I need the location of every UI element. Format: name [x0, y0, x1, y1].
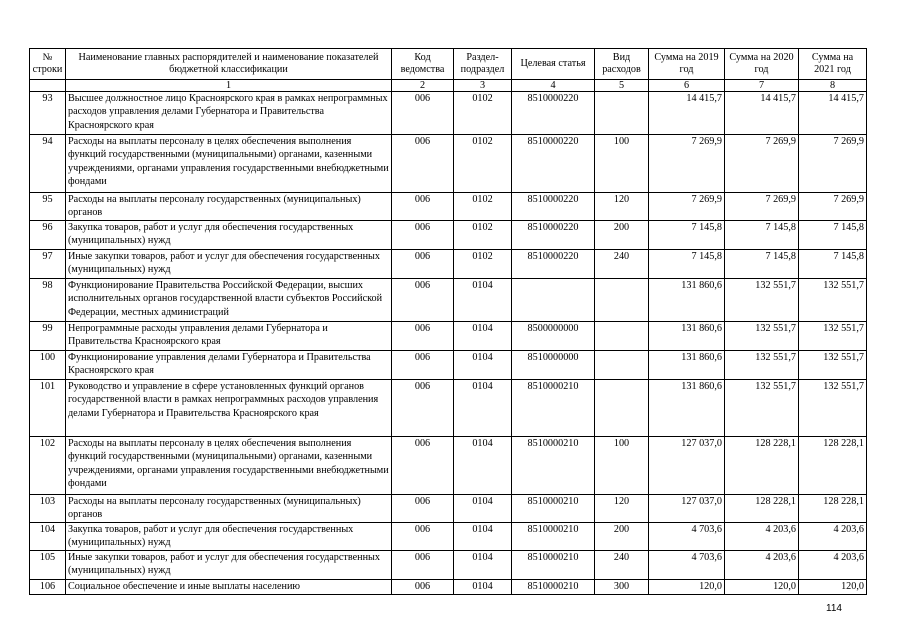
- row-name: Расходы на выплаты персоналу в целях обеспечения выполнения функций государственными (муниципальными) органами, казенными учреждениями, органами управления государственными внебюджетными фондами: [66, 135, 392, 193]
- row-expense-type: 100: [595, 135, 649, 193]
- row-sum-2020: 7 145,8: [725, 221, 799, 250]
- row-name: Иные закупки товаров, работ и услуг для обеспечения государственных (муниципальных) нужд: [66, 551, 392, 580]
- index-cell: 5: [595, 80, 649, 92]
- table-row: [30, 221, 867, 250]
- row-sum-2021: 7 145,8: [799, 250, 867, 279]
- table-row: [30, 437, 867, 495]
- row-sum-2021: 4 203,6: [799, 523, 867, 551]
- row-section: 0104: [454, 551, 512, 580]
- row-department-code: 006: [392, 437, 454, 495]
- row-target-article: 8510000220: [512, 193, 595, 221]
- header-code: Код ведомства: [392, 49, 454, 80]
- row-department-code: 006: [392, 221, 454, 250]
- row-sum-2021: 132 551,7: [799, 279, 867, 322]
- table-row: [30, 92, 867, 135]
- row-sum-2019: 131 860,6: [649, 380, 725, 437]
- row-sum-2019: 131 860,6: [649, 351, 725, 380]
- table-row: [30, 380, 867, 437]
- header-article: Целевая статья: [512, 49, 595, 80]
- row-number: 93: [30, 92, 66, 135]
- row-target-article: 8510000220: [512, 221, 595, 250]
- row-sum-2019: 7 145,8: [649, 250, 725, 279]
- table-row: [30, 580, 867, 595]
- budget-table: [29, 48, 867, 595]
- row-sum-2020: 132 551,7: [725, 351, 799, 380]
- row-name: Расходы на выплаты персоналу государственных (муниципальных) органов: [66, 495, 392, 523]
- row-sum-2019: 131 860,6: [649, 322, 725, 351]
- budget-sheet: [29, 48, 867, 595]
- header-type: Вид расходов: [595, 49, 649, 80]
- row-section: 0104: [454, 279, 512, 322]
- row-expense-type: [595, 351, 649, 380]
- row-expense-type: 240: [595, 551, 649, 580]
- row-sum-2020: 14 415,7: [725, 92, 799, 135]
- row-sum-2019: 7 269,9: [649, 193, 725, 221]
- row-sum-2021: 120,0: [799, 580, 867, 595]
- row-department-code: 006: [392, 135, 454, 193]
- row-name: Иные закупки товаров, работ и услуг для обеспечения государственных (муниципальных) нужд: [66, 250, 392, 279]
- index-cell: 8: [799, 80, 867, 92]
- row-expense-type: [595, 279, 649, 322]
- row-expense-type: 100: [595, 437, 649, 495]
- row-expense-type: 240: [595, 250, 649, 279]
- index-cell: 1: [66, 80, 392, 92]
- row-section: 0104: [454, 580, 512, 595]
- row-department-code: 006: [392, 551, 454, 580]
- row-department-code: 006: [392, 250, 454, 279]
- row-department-code: 006: [392, 580, 454, 595]
- row-number: 101: [30, 380, 66, 437]
- row-name: Расходы на выплаты персоналу государственных (муниципальных) органов: [66, 193, 392, 221]
- index-cell: 7: [725, 80, 799, 92]
- row-target-article: 8510000210: [512, 523, 595, 551]
- row-expense-type: 120: [595, 495, 649, 523]
- row-number: 95: [30, 193, 66, 221]
- table-row: [30, 279, 867, 322]
- table-row: [30, 250, 867, 279]
- row-sum-2021: 14 415,7: [799, 92, 867, 135]
- row-sum-2020: 120,0: [725, 580, 799, 595]
- row-section: 0104: [454, 437, 512, 495]
- row-number: 102: [30, 437, 66, 495]
- row-sum-2021: 7 269,9: [799, 135, 867, 193]
- index-cell: 6: [649, 80, 725, 92]
- header-sum-2021: Сумма на 2021 год: [799, 49, 867, 80]
- row-department-code: 006: [392, 92, 454, 135]
- row-name: Руководство и управление в сфере установленных функций органов государственной власти в рамках непрограммных расходов управления делами Губернатора и Правительства Красноярского края: [66, 380, 392, 437]
- table-row: [30, 322, 867, 351]
- row-sum-2020: 7 269,9: [725, 193, 799, 221]
- row-sum-2019: 127 037,0: [649, 495, 725, 523]
- row-section: 0102: [454, 250, 512, 279]
- row-name: Закупка товаров, работ и услуг для обеспечения государственных (муниципальных) нужд: [66, 221, 392, 250]
- row-sum-2021: 132 551,7: [799, 351, 867, 380]
- table-row: [30, 351, 867, 380]
- row-section: 0104: [454, 380, 512, 437]
- header-row: [30, 49, 867, 80]
- row-section: 0102: [454, 221, 512, 250]
- header-no: № строки: [30, 49, 66, 80]
- row-sum-2019: 120,0: [649, 580, 725, 595]
- row-section: 0104: [454, 523, 512, 551]
- row-expense-type: [595, 380, 649, 437]
- row-number: 105: [30, 551, 66, 580]
- row-section: 0104: [454, 495, 512, 523]
- row-department-code: 006: [392, 279, 454, 322]
- row-name: Функционирование управления делами Губернатора и Правительства Красноярского края: [66, 351, 392, 380]
- row-number: 100: [30, 351, 66, 380]
- row-sum-2019: 4 703,6: [649, 551, 725, 580]
- row-number: 96: [30, 221, 66, 250]
- row-sum-2019: 131 860,6: [649, 279, 725, 322]
- table-row: [30, 193, 867, 221]
- row-target-article: 8510000210: [512, 437, 595, 495]
- row-number: 99: [30, 322, 66, 351]
- row-target-article: 8510000220: [512, 250, 595, 279]
- row-section: 0102: [454, 92, 512, 135]
- row-number: 94: [30, 135, 66, 193]
- row-target-article: 8500000000: [512, 322, 595, 351]
- row-section: 0104: [454, 351, 512, 380]
- row-name: Закупка товаров, работ и услуг для обеспечения государственных (муниципальных) нужд: [66, 523, 392, 551]
- row-name: Социальное обеспечение и иные выплаты населению: [66, 580, 392, 595]
- row-sum-2021: 128 228,1: [799, 495, 867, 523]
- table-row: [30, 135, 867, 193]
- row-number: 98: [30, 279, 66, 322]
- row-target-article: 8510000210: [512, 380, 595, 437]
- row-sum-2021: 4 203,6: [799, 551, 867, 580]
- row-sum-2020: 132 551,7: [725, 279, 799, 322]
- row-sum-2020: 4 203,6: [725, 551, 799, 580]
- row-target-article: 8510000220: [512, 92, 595, 135]
- header-sum-2019: Сумма на 2019 год: [649, 49, 725, 80]
- row-department-code: 006: [392, 193, 454, 221]
- table-row: [30, 495, 867, 523]
- row-sum-2021: 128 228,1: [799, 437, 867, 495]
- row-department-code: 006: [392, 380, 454, 437]
- index-cell: 3: [454, 80, 512, 92]
- row-target-article: 8510000210: [512, 551, 595, 580]
- table-row: [30, 523, 867, 551]
- row-target-article: 8510000000: [512, 351, 595, 380]
- row-sum-2021: 7 269,9: [799, 193, 867, 221]
- row-target-article: 8510000210: [512, 580, 595, 595]
- row-name: Непрограммные расходы управления делами Губернатора и Правительства Красноярского края: [66, 322, 392, 351]
- row-sum-2021: 132 551,7: [799, 380, 867, 437]
- header-section: Раздел-подраздел: [454, 49, 512, 80]
- row-expense-type: [595, 322, 649, 351]
- row-sum-2020: 132 551,7: [725, 380, 799, 437]
- page-number: 114: [826, 603, 842, 614]
- row-expense-type: 200: [595, 221, 649, 250]
- row-number: 97: [30, 250, 66, 279]
- row-expense-type: [595, 92, 649, 135]
- row-sum-2020: 128 228,1: [725, 495, 799, 523]
- row-section: 0104: [454, 322, 512, 351]
- index-cell: 2: [392, 80, 454, 92]
- row-name: Расходы на выплаты персоналу в целях обеспечения выполнения функций государственными (муниципальными) органами, казенными учреждениями, органами управления государственными внебюджетными фондами: [66, 437, 392, 495]
- row-target-article: 8510000220: [512, 135, 595, 193]
- index-cell: 4: [512, 80, 595, 92]
- row-sum-2019: 7 269,9: [649, 135, 725, 193]
- row-number: 104: [30, 523, 66, 551]
- row-sum-2020: 4 203,6: [725, 523, 799, 551]
- index-row: [30, 80, 867, 92]
- row-expense-type: 300: [595, 580, 649, 595]
- header-sum-2020: Сумма на 2020 год: [725, 49, 799, 80]
- row-department-code: 006: [392, 322, 454, 351]
- row-sum-2020: 128 228,1: [725, 437, 799, 495]
- row-number: 103: [30, 495, 66, 523]
- row-number: 106: [30, 580, 66, 595]
- row-target-article: [512, 279, 595, 322]
- row-sum-2019: 7 145,8: [649, 221, 725, 250]
- row-sum-2020: 7 145,8: [725, 250, 799, 279]
- row-target-article: 8510000210: [512, 495, 595, 523]
- row-section: 0102: [454, 193, 512, 221]
- row-name: Высшее должностное лицо Красноярского края в рамках непрограммных расходов управления делами Губернатора и Правительства Красноярского края: [66, 92, 392, 135]
- row-expense-type: 120: [595, 193, 649, 221]
- row-sum-2020: 7 269,9: [725, 135, 799, 193]
- row-sum-2019: 14 415,7: [649, 92, 725, 135]
- table-row: [30, 551, 867, 580]
- row-sum-2021: 7 145,8: [799, 221, 867, 250]
- row-sum-2019: 4 703,6: [649, 523, 725, 551]
- index-cell: [30, 80, 66, 92]
- row-name: Функционирование Правительства Российской Федерации, высших исполнительных органов государственной власти субъектов Российской Федерации, местных администраций: [66, 279, 392, 322]
- row-sum-2021: 132 551,7: [799, 322, 867, 351]
- row-department-code: 006: [392, 523, 454, 551]
- row-department-code: 006: [392, 495, 454, 523]
- row-sum-2019: 127 037,0: [649, 437, 725, 495]
- row-expense-type: 200: [595, 523, 649, 551]
- row-sum-2020: 132 551,7: [725, 322, 799, 351]
- row-department-code: 006: [392, 351, 454, 380]
- header-name: Наименование главных распорядителей и наименование показателей бюджетной классификации: [66, 49, 392, 80]
- row-section: 0102: [454, 135, 512, 193]
